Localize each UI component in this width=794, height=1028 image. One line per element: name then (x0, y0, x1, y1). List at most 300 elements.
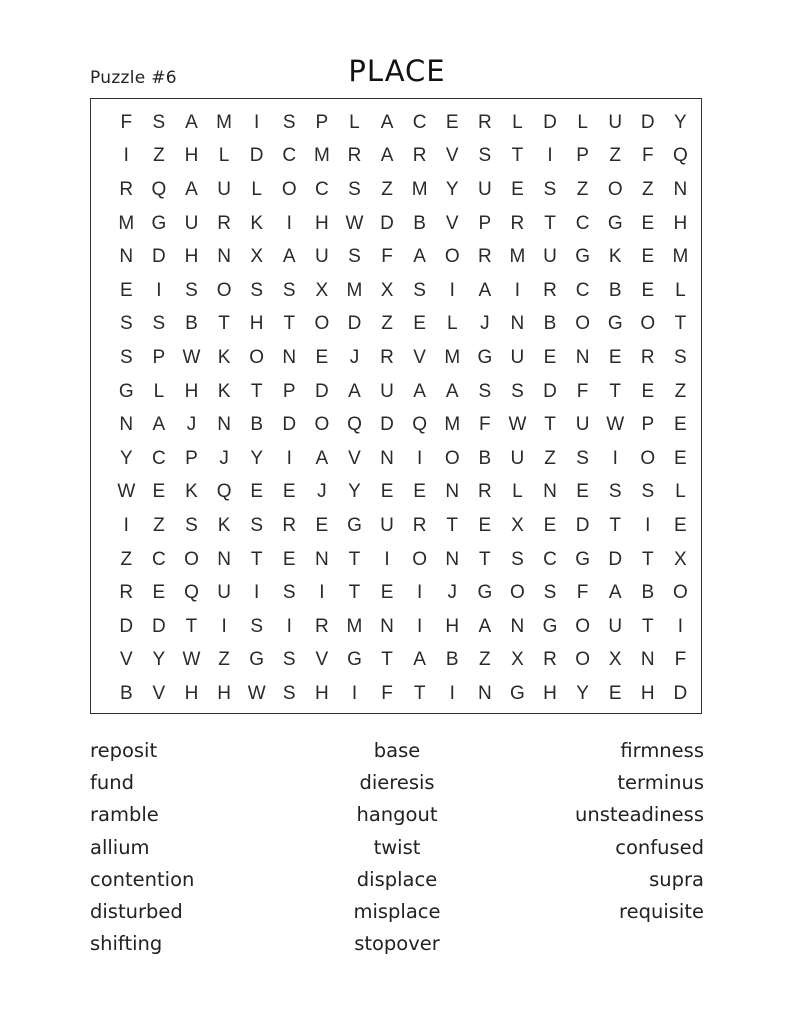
grid-cell[interactable]: N (314, 548, 329, 570)
grid-cell[interactable]: E (641, 212, 655, 234)
grid-cell[interactable]: I (286, 212, 292, 234)
grid-cell[interactable]: S (348, 178, 361, 200)
grid-cell[interactable]: Y (250, 447, 264, 469)
grid-cell[interactable]: D (575, 514, 590, 536)
grid-cell[interactable]: N (575, 346, 590, 368)
grid-cell[interactable]: S (282, 582, 296, 604)
grid-cell[interactable]: G (575, 246, 590, 268)
grid-cell[interactable]: E (543, 514, 557, 536)
grid-cell[interactable]: T (348, 582, 361, 604)
grid-cell[interactable]: S (478, 145, 492, 167)
grid-cell[interactable]: T (674, 313, 687, 335)
grid-cell[interactable]: D (152, 615, 166, 637)
grid-cell[interactable]: U (314, 246, 329, 268)
grid-cell[interactable]: Y (576, 682, 589, 704)
grid-cell[interactable]: S (250, 514, 264, 536)
grid-cell[interactable]: G (510, 682, 525, 704)
grid-cell[interactable]: E (152, 582, 166, 604)
grid-cell[interactable]: I (286, 447, 292, 469)
grid-cell[interactable]: Q (412, 414, 428, 436)
grid-cell[interactable]: I (123, 145, 129, 167)
grid-cell[interactable]: R (412, 145, 427, 167)
grid-cell[interactable]: Z (218, 649, 230, 671)
grid-cell[interactable]: J (186, 414, 197, 436)
grid-cell[interactable]: V (413, 346, 426, 368)
grid-cell[interactable]: T (250, 380, 263, 402)
grid-cell[interactable]: R (119, 582, 134, 604)
grid-cell[interactable]: X (250, 246, 264, 268)
grid-cell[interactable]: E (641, 246, 655, 268)
grid-cell[interactable]: V (119, 649, 133, 671)
grid-cell[interactable]: B (119, 682, 133, 704)
grid-cell[interactable]: V (445, 212, 459, 234)
grid-cell[interactable]: O (607, 178, 623, 200)
grid-cell[interactable]: S (511, 548, 524, 570)
grid-cell[interactable]: E (576, 481, 589, 503)
grid-cell[interactable]: W (182, 649, 201, 671)
grid-cell[interactable]: H (249, 313, 264, 335)
grid-cell[interactable]: D (347, 313, 362, 335)
grid-cell[interactable]: N (477, 682, 492, 704)
grid-cell[interactable]: C (575, 212, 590, 234)
grid-cell[interactable]: U (477, 178, 492, 200)
grid-cell[interactable]: X (511, 514, 524, 536)
grid-cell[interactable]: G (607, 313, 623, 335)
grid-cell[interactable]: S (413, 279, 426, 301)
grid-cell[interactable]: W (606, 414, 625, 436)
grid-cell[interactable]: S (543, 178, 557, 200)
grid-cell[interactable]: J (447, 582, 457, 604)
grid-cell[interactable]: A (445, 380, 459, 402)
grid-cell[interactable]: M (444, 346, 461, 368)
grid-cell[interactable]: F (381, 682, 393, 704)
grid-cell[interactable]: B (413, 212, 426, 234)
grid-cell[interactable]: L (446, 313, 458, 335)
grid-cell[interactable]: P (315, 111, 329, 133)
grid-cell[interactable]: P (576, 145, 589, 167)
grid-cell[interactable]: A (315, 447, 329, 469)
grid-cell[interactable]: A (185, 178, 198, 200)
grid-cell[interactable]: H (314, 682, 329, 704)
grid-cell[interactable]: T (218, 313, 230, 335)
grid-cell[interactable]: P (641, 414, 655, 436)
grid-cell[interactable]: T (381, 649, 393, 671)
grid-cell[interactable]: E (413, 313, 426, 335)
grid-cell[interactable]: C (314, 178, 329, 200)
grid-cell[interactable]: S (250, 279, 264, 301)
grid-cell[interactable]: I (449, 682, 455, 704)
grid-cell[interactable]: E (315, 346, 329, 368)
grid-cell[interactable]: E (674, 447, 687, 469)
grid-cell[interactable]: Z (576, 178, 589, 200)
grid-cell[interactable]: M (411, 178, 428, 200)
grid-cell[interactable]: U (184, 212, 199, 234)
grid-cell[interactable]: O (314, 414, 330, 436)
grid-cell[interactable]: F (641, 145, 654, 167)
grid-cell[interactable]: H (184, 145, 199, 167)
grid-cell[interactable]: M (313, 145, 330, 167)
grid-cell[interactable]: G (477, 346, 493, 368)
grid-cell[interactable]: P (152, 346, 166, 368)
grid-cell[interactable]: K (608, 246, 622, 268)
grid-cell[interactable]: L (577, 111, 588, 133)
grid-cell[interactable]: T (348, 548, 361, 570)
grid-cell[interactable]: Y (152, 649, 166, 671)
grid-cell[interactable]: G (151, 212, 167, 234)
grid-cell[interactable]: D (249, 145, 264, 167)
grid-cell[interactable]: O (510, 582, 525, 604)
grid-cell[interactable]: O (184, 548, 199, 570)
grid-cell[interactable]: O (575, 313, 590, 335)
grid-cell[interactable]: P (282, 380, 296, 402)
grid-cell[interactable]: L (251, 178, 262, 200)
grid-cell[interactable]: B (250, 414, 264, 436)
grid-cell[interactable]: E (380, 481, 394, 503)
grid-cell[interactable]: E (608, 346, 622, 368)
grid-cell[interactable]: I (449, 279, 455, 301)
grid-cell[interactable]: S (119, 313, 133, 335)
grid-cell[interactable]: R (477, 481, 492, 503)
grid-cell[interactable]: O (575, 615, 590, 637)
grid-cell[interactable]: O (673, 582, 688, 604)
grid-cell[interactable]: D (152, 246, 166, 268)
grid-cell[interactable]: O (249, 346, 265, 368)
grid-cell[interactable]: T (446, 514, 459, 536)
grid-cell[interactable]: H (184, 380, 199, 402)
grid-cell[interactable]: B (543, 313, 557, 335)
grid-cell[interactable]: L (512, 111, 523, 133)
grid-cell[interactable]: N (282, 346, 297, 368)
grid-cell[interactable]: R (543, 279, 557, 301)
grid-cell[interactable]: R (510, 212, 525, 234)
grid-cell[interactable]: T (283, 313, 296, 335)
grid-cell[interactable]: S (674, 346, 687, 368)
grid-cell[interactable]: T (511, 145, 524, 167)
grid-cell[interactable]: S (282, 279, 296, 301)
grid-cell[interactable]: L (153, 380, 165, 402)
grid-cell[interactable]: Y (348, 481, 361, 503)
grid-cell[interactable]: Q (347, 414, 362, 436)
grid-cell[interactable]: S (576, 447, 589, 469)
grid-cell[interactable]: D (380, 414, 394, 436)
grid-cell[interactable]: T (609, 380, 621, 402)
grid-cell[interactable]: R (119, 178, 134, 200)
grid-cell[interactable]: I (254, 582, 260, 604)
grid-cell[interactable]: M (346, 615, 363, 637)
grid-cell[interactable]: A (413, 246, 426, 268)
grid-cell[interactable]: E (152, 481, 166, 503)
grid-cell[interactable]: W (117, 481, 136, 503)
grid-cell[interactable]: U (608, 615, 623, 637)
grid-cell[interactable]: D (608, 548, 623, 570)
grid-cell[interactable]: E (380, 582, 394, 604)
grid-cell[interactable]: F (576, 582, 589, 604)
grid-cell[interactable]: S (511, 380, 524, 402)
grid-cell[interactable]: J (219, 447, 229, 469)
grid-cell[interactable]: S (119, 346, 133, 368)
grid-cell[interactable]: R (217, 212, 231, 234)
grid-cell[interactable]: I (514, 279, 521, 301)
grid-cell[interactable]: R (640, 346, 655, 368)
grid-cell[interactable]: A (478, 279, 492, 301)
grid-cell[interactable]: N (510, 313, 525, 335)
grid-cell[interactable]: D (543, 111, 557, 133)
grid-cell[interactable]: Z (479, 649, 491, 671)
grid-cell[interactable]: X (608, 649, 622, 671)
grid-cell[interactable]: N (673, 178, 688, 200)
grid-cell[interactable]: Q (673, 145, 688, 167)
grid-cell[interactable]: J (317, 481, 327, 503)
grid-cell[interactable]: H (184, 246, 199, 268)
grid-cell[interactable]: D (673, 682, 688, 704)
grid-cell[interactable]: U (217, 178, 231, 200)
grid-cell[interactable]: R (412, 514, 427, 536)
grid-cell[interactable]: U (380, 514, 394, 536)
grid-cell[interactable]: Z (381, 313, 393, 335)
grid-cell[interactable]: S (478, 380, 492, 402)
grid-cell[interactable]: S (608, 481, 622, 503)
grid-cell[interactable]: T (413, 682, 426, 704)
grid-cell[interactable]: O (412, 548, 428, 570)
grid-cell[interactable]: D (543, 380, 557, 402)
grid-cell[interactable]: E (608, 682, 622, 704)
grid-cell[interactable]: I (417, 447, 423, 469)
grid-cell[interactable]: U (543, 246, 557, 268)
grid-cell[interactable]: J (480, 313, 490, 335)
grid-cell[interactable]: P (478, 212, 492, 234)
grid-cell[interactable]: G (249, 649, 265, 671)
grid-cell[interactable]: U (608, 111, 623, 133)
grid-cell[interactable]: A (185, 111, 198, 133)
grid-cell[interactable]: N (217, 414, 231, 436)
grid-cell[interactable]: N (380, 615, 394, 637)
grid-cell[interactable]: Q (184, 582, 199, 604)
grid-cell[interactable]: A (413, 649, 426, 671)
grid-cell[interactable]: Z (641, 178, 654, 200)
grid-cell[interactable]: X (380, 279, 394, 301)
grid-cell[interactable]: E (641, 380, 655, 402)
grid-cell[interactable]: F (381, 246, 393, 268)
grid-cell[interactable]: T (641, 615, 654, 637)
grid-cell[interactable]: N (510, 615, 525, 637)
grid-cell[interactable]: I (319, 582, 325, 604)
grid-cell[interactable]: B (641, 582, 655, 604)
grid-cell[interactable]: T (609, 514, 621, 536)
grid-cell[interactable]: A (413, 380, 426, 402)
grid-cell[interactable]: J (349, 346, 360, 368)
grid-cell[interactable]: R (477, 111, 492, 133)
grid-cell[interactable]: K (217, 380, 231, 402)
grid-cell[interactable]: N (217, 246, 231, 268)
grid-cell[interactable]: C (575, 279, 590, 301)
grid-cell[interactable]: S (185, 514, 198, 536)
grid-cell[interactable]: I (286, 615, 292, 637)
grid-cell[interactable]: O (575, 649, 590, 671)
grid-cell[interactable]: D (640, 111, 655, 133)
grid-cell[interactable]: I (221, 615, 227, 637)
grid-cell[interactable]: E (445, 111, 459, 133)
grid-cell[interactable]: M (346, 279, 363, 301)
grid-cell[interactable]: W (182, 346, 201, 368)
grid-cell[interactable]: R (314, 615, 329, 637)
grid-cell[interactable]: Y (445, 178, 459, 200)
grid-cell[interactable]: U (510, 447, 525, 469)
grid-cell[interactable]: H (314, 212, 329, 234)
grid-cell[interactable]: S (152, 111, 166, 133)
grid-cell[interactable]: R (347, 145, 362, 167)
grid-cell[interactable]: D (314, 380, 329, 402)
grid-cell[interactable]: L (512, 481, 523, 503)
grid-cell[interactable]: L (675, 279, 686, 301)
grid-cell[interactable]: T (641, 548, 654, 570)
grid-cell[interactable]: I (123, 514, 129, 536)
grid-cell[interactable]: A (348, 380, 361, 402)
grid-cell[interactable]: O (314, 313, 330, 335)
grid-cell[interactable]: N (119, 246, 134, 268)
grid-cell[interactable]: Q (151, 178, 167, 200)
grid-cell[interactable]: U (510, 346, 525, 368)
grid-cell[interactable]: T (479, 548, 491, 570)
grid-cell[interactable]: N (543, 481, 557, 503)
grid-cell[interactable]: G (542, 615, 558, 637)
grid-cell[interactable]: X (674, 548, 687, 570)
grid-cell[interactable]: O (640, 313, 656, 335)
grid-cell[interactable]: R (282, 514, 297, 536)
grid-cell[interactable]: F (120, 111, 133, 133)
grid-cell[interactable]: M (509, 246, 526, 268)
grid-cell[interactable]: M (118, 212, 135, 234)
grid-cell[interactable]: I (612, 447, 618, 469)
grid-cell[interactable]: S (543, 582, 557, 604)
grid-cell[interactable]: H (445, 615, 460, 637)
grid-cell[interactable]: E (282, 481, 296, 503)
grid-cell[interactable]: N (640, 649, 655, 671)
grid-cell[interactable]: A (282, 246, 296, 268)
grid-cell[interactable]: H (673, 212, 688, 234)
grid-cell[interactable]: V (315, 649, 329, 671)
grid-cell[interactable]: N (380, 447, 394, 469)
grid-cell[interactable]: T (544, 414, 556, 436)
grid-cell[interactable]: C (152, 548, 166, 570)
grid-cell[interactable]: G (575, 548, 590, 570)
grid-cell[interactable]: I (351, 682, 358, 704)
grid-cell[interactable]: K (185, 481, 198, 503)
grid-cell[interactable]: E (641, 279, 655, 301)
grid-cell[interactable]: U (380, 380, 394, 402)
grid-cell[interactable]: M (216, 111, 232, 133)
grid-cell[interactable]: S (282, 682, 296, 704)
grid-cell[interactable]: E (250, 481, 264, 503)
grid-cell[interactable]: B (608, 279, 622, 301)
grid-cell[interactable]: O (216, 279, 232, 301)
grid-cell[interactable]: I (384, 548, 390, 570)
grid-cell[interactable]: E (119, 279, 133, 301)
grid-cell[interactable]: M (672, 246, 689, 268)
letter-grid[interactable] (110, 106, 697, 711)
grid-cell[interactable]: Z (674, 380, 687, 402)
grid-cell[interactable]: E (282, 548, 296, 570)
grid-cell[interactable]: M (444, 414, 461, 436)
grid-cell[interactable]: U (575, 414, 590, 436)
grid-cell[interactable]: B (185, 313, 198, 335)
grid-cell[interactable]: L (218, 145, 230, 167)
grid-cell[interactable]: P (185, 447, 198, 469)
grid-cell[interactable]: X (511, 649, 524, 671)
grid-cell[interactable]: C (412, 111, 427, 133)
grid-cell[interactable]: C (282, 145, 297, 167)
grid-cell[interactable]: C (543, 548, 557, 570)
grid-cell[interactable]: S (250, 615, 264, 637)
grid-cell[interactable]: S (282, 111, 296, 133)
grid-cell[interactable]: W (508, 414, 527, 436)
grid-cell[interactable]: I (645, 514, 651, 536)
grid-cell[interactable]: Y (674, 111, 687, 133)
grid-cell[interactable]: Z (609, 145, 621, 167)
grid-cell[interactable]: Z (544, 447, 556, 469)
grid-cell[interactable]: G (118, 380, 134, 402)
grid-cell[interactable]: O (281, 178, 297, 200)
grid-cell[interactable]: H (640, 682, 655, 704)
grid-cell[interactable]: R (380, 346, 394, 368)
grid-cell[interactable]: D (282, 414, 297, 436)
grid-cell[interactable]: S (185, 279, 198, 301)
grid-cell[interactable]: A (608, 582, 622, 604)
grid-cell[interactable]: T (250, 548, 263, 570)
grid-cell[interactable]: I (417, 582, 423, 604)
grid-cell[interactable]: O (640, 447, 656, 469)
grid-cell[interactable]: X (315, 279, 329, 301)
grid-cell[interactable]: I (156, 279, 162, 301)
grid-cell[interactable]: H (184, 682, 199, 704)
grid-cell[interactable]: B (445, 649, 459, 671)
grid-cell[interactable]: I (417, 615, 423, 637)
grid-cell[interactable]: N (445, 548, 460, 570)
grid-cell[interactable]: E (674, 514, 687, 536)
grid-cell[interactable]: Z (153, 514, 165, 536)
grid-cell[interactable]: I (547, 145, 553, 167)
grid-cell[interactable]: I (677, 615, 684, 637)
grid-cell[interactable]: G (347, 649, 362, 671)
grid-cell[interactable]: F (576, 380, 589, 402)
grid-cell[interactable]: E (413, 481, 426, 503)
grid-cell[interactable]: Z (153, 145, 165, 167)
grid-cell[interactable]: A (478, 615, 492, 637)
grid-cell[interactable]: N (445, 481, 460, 503)
grid-cell[interactable]: G (607, 212, 623, 234)
grid-cell[interactable]: R (543, 649, 557, 671)
grid-cell[interactable]: L (675, 481, 686, 503)
grid-cell[interactable]: S (641, 481, 655, 503)
grid-cell[interactable]: S (348, 246, 361, 268)
grid-cell[interactable]: G (347, 514, 362, 536)
grid-cell[interactable]: W (345, 212, 364, 234)
grid-cell[interactable]: A (380, 145, 394, 167)
grid-cell[interactable]: R (477, 246, 492, 268)
grid-cell[interactable]: Z (120, 548, 133, 570)
grid-cell[interactable]: W (247, 682, 266, 704)
grid-cell[interactable]: S (282, 649, 296, 671)
grid-cell[interactable]: V (445, 145, 459, 167)
grid-cell[interactable]: D (380, 212, 394, 234)
grid-cell[interactable]: Z (381, 178, 393, 200)
grid-cell[interactable]: V (152, 682, 166, 704)
grid-cell[interactable]: B (478, 447, 492, 469)
grid-cell[interactable]: K (217, 514, 231, 536)
grid-cell[interactable]: A (152, 414, 166, 436)
grid-cell[interactable]: I (254, 111, 260, 133)
grid-cell[interactable]: T (185, 615, 198, 637)
grid-cell[interactable]: E (674, 414, 687, 436)
